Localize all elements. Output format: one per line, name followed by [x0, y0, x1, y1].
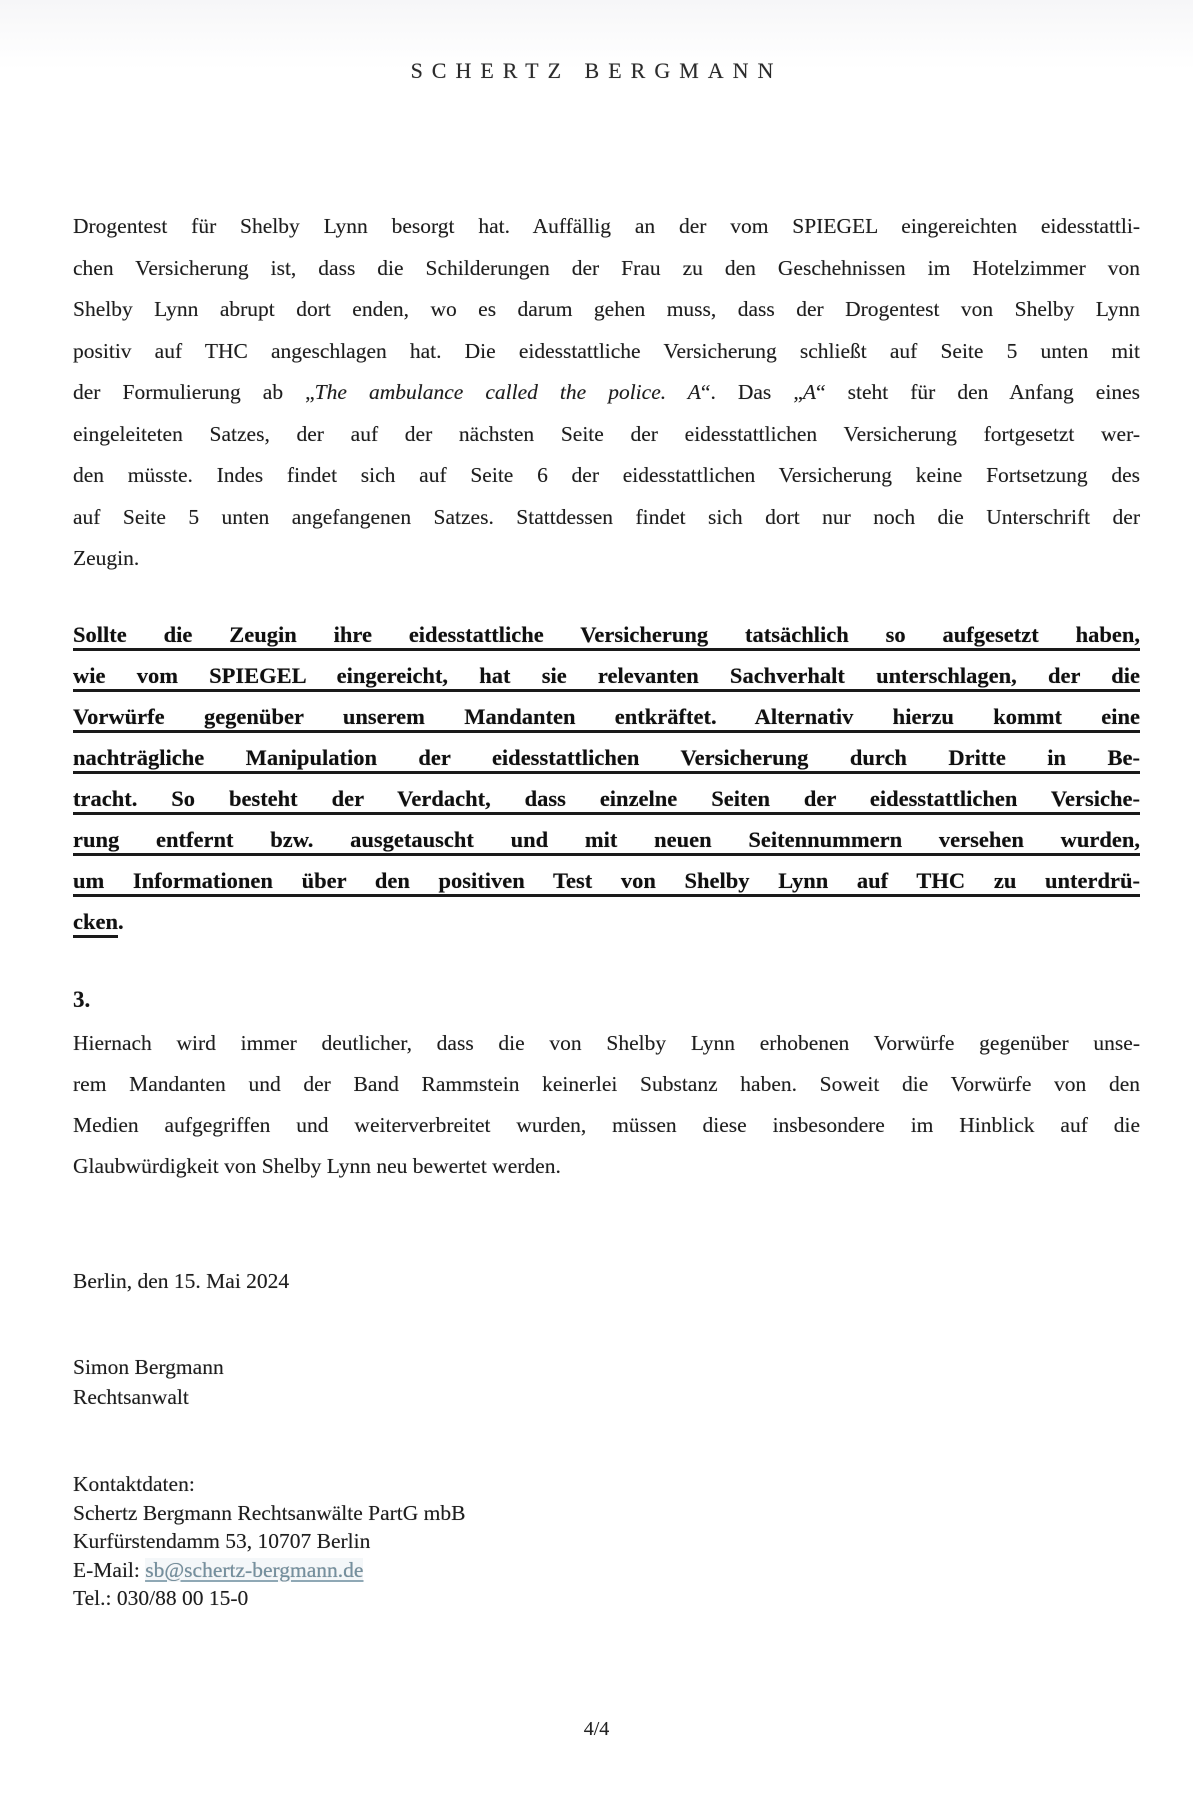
quote-italic: The ambulance called the police. A	[314, 380, 701, 404]
text-line: rung entfernt bzw. ausgetauscht und mit neuen Seitennummern versehen wurden,	[73, 827, 1140, 852]
text-line: rem Mandanten und der Band Rammstein keinerlei Substanz haben. Soweit die Vorwürfe von den	[73, 1072, 1140, 1096]
text-line: chen Versicherung ist, dass die Schilderungen der Frau zu den Geschehnissen im Hotelzimmer von	[73, 255, 1140, 280]
text-line: wie vom SPIEGEL eingereicht, hat sie relevanten Sachverhalt unterschlagen, der die	[73, 663, 1140, 688]
contact-phone: Tel.: 030/88 00 15-0	[73, 1586, 249, 1610]
text-line: Shelby Lynn abrupt dort enden, wo es darum gehen muss, dass der Drogentest von Shelby Lynn	[73, 297, 1140, 321]
last-punct: .	[118, 909, 124, 934]
text-line: Zeugin.	[73, 546, 140, 570]
text-line: Glaubwürdigkeit von Shelby Lynn neu bewertet werden.	[73, 1154, 561, 1178]
signature-block	[73, 1352, 1140, 1412]
text-line	[73, 901, 1140, 942]
quote-tail: “ steht für den Anfang eines	[816, 380, 1140, 404]
text-line: um Informationen über den positiven Test von Shelby Lynn auf THC zu unterdrü-	[73, 868, 1140, 893]
text-line: tracht. So besteht der Verdacht, dass einzelne Seiten der eidesstattlichen Versiche-	[73, 786, 1140, 811]
dateline: Berlin, den 15. Mai 2024	[73, 1269, 290, 1293]
signature-title: Rechtsanwalt	[73, 1385, 189, 1409]
text-line: Hiernach wird immer deutlicher, dass die von Shelby Lynn erhobenen Vorwürfe gegenüber unse-	[73, 1031, 1140, 1055]
text-line: auf Seite 5 unten angefangenen Satzes. Stattdessen findet sich dort nur noch die Unterschrift der	[73, 504, 1140, 529]
signature-name: Simon Bergmann	[73, 1355, 224, 1379]
page-number: 4/4	[583, 1718, 610, 1740]
contact-email-row	[73, 1556, 1140, 1585]
text-line: Sollte die Zeugin ihre eidesstattliche Versicherung tatsächlich so aufgesetzt haben,	[73, 622, 1140, 647]
text-line: Vorwürfe gegenüber unserem Mandanten entkräftet. Alternativ hierzu kommt eine	[73, 704, 1140, 729]
paragraph-hiernach	[73, 1023, 1140, 1187]
paragraph-drogentest	[73, 206, 1140, 580]
contact-heading: Kontaktdaten:	[73, 1472, 195, 1496]
letterhead-logo: SCHERTZ BERGMANN	[410, 58, 783, 83]
text-line: Drogentest für Shelby Lynn besorgt hat. Auffällig an der vom SPIEGEL eingereichten eidesstattli-	[73, 214, 1140, 238]
section-3-label: 3.	[73, 987, 91, 1012]
email-link[interactable]: sb@schertz-bergmann.de	[145, 1557, 364, 1582]
quote-mid: “. Das „	[700, 380, 803, 404]
email-label: E-Mail:	[73, 1557, 146, 1582]
contact-block	[73, 1470, 1140, 1613]
last-word-underlined: cken	[73, 909, 118, 934]
text-line: positiv auf THC angeschlagen hat. Die eidesstattliche Versicherung schließt auf Seite 5 unten mit	[73, 338, 1140, 363]
quote-lead: der Formulierung ab „	[73, 380, 315, 404]
text-line: eingeleiteten Satzes, der auf der nächsten Seite der eidesstattlichen Versicherung fortgesetzt wer-	[73, 421, 1140, 446]
contact-address: Kurfürstendamm 53, 10707 Berlin	[73, 1529, 371, 1553]
text-line-quote	[73, 372, 1140, 414]
paragraph-verdacht-bold-underlined	[73, 614, 1140, 942]
quote-italic-a: A	[802, 380, 817, 404]
text-line: den müsste. Indes findet sich auf Seite 6 der eidesstattlichen Versicherung keine Fortsetzung des	[73, 463, 1140, 487]
contact-firm: Schertz Bergmann Rechtsanwälte PartG mbB	[73, 1500, 466, 1525]
text-line: nachträgliche Manipulation der eidesstattlichen Versicherung durch Dritte in Be-	[73, 745, 1140, 770]
text-line: Medien aufgegriffen und weiterverbreitet wurden, müssen diese insbesondere im Hinblick auf die	[73, 1113, 1140, 1137]
